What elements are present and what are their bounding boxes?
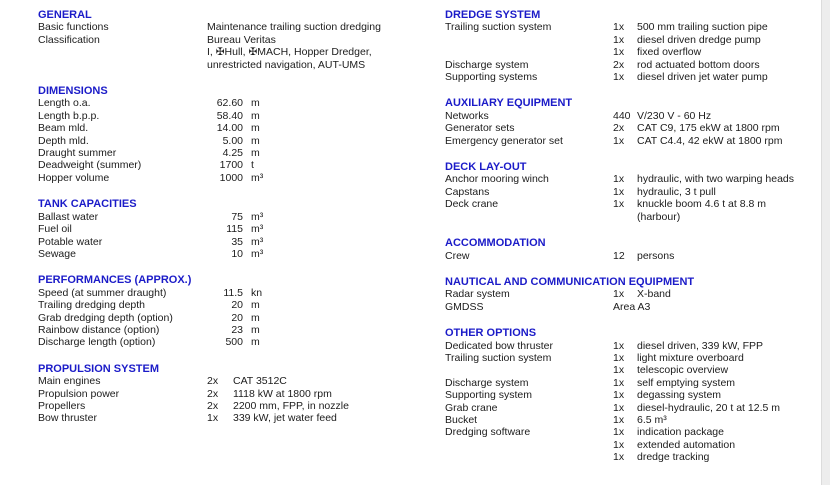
spec-unit: m³ [251, 210, 264, 223]
spec-value: I, ✠Hull, ✠MACH, Hopper Dredger, [207, 46, 372, 59]
section-title-dredge-system: DREDGE SYSTEM [445, 9, 541, 21]
spec-label: Deck crane [445, 198, 499, 211]
spec-label: Trailing dredging depth [38, 299, 146, 312]
spec-row [445, 250, 830, 262]
spec-column-right [445, 9, 830, 464]
spec-value: diesel driven dredge pump [637, 33, 761, 46]
spec-value: degassing system [637, 389, 722, 402]
spec-number: 58.40 [216, 109, 243, 122]
spec-quantity: 2x [613, 58, 625, 71]
spec-number: 500 [225, 336, 243, 349]
section-other-options [445, 327, 830, 463]
spec-row [38, 236, 445, 248]
spec-unit: t [251, 159, 254, 172]
section-title-other-options: OTHER OPTIONS [445, 327, 537, 340]
spec-value: telescopic overview [637, 364, 729, 377]
spec-value: indication package [637, 426, 724, 439]
spec-label: Capstans [445, 185, 490, 198]
spec-row [38, 287, 445, 299]
spec-label: Dedicated bow thruster [445, 339, 553, 352]
spec-number: 35 [231, 235, 243, 248]
spec-number: 11.5 [223, 286, 243, 299]
spec-unit: m³ [251, 247, 264, 260]
spec-label [445, 439, 613, 451]
spec-quantity: 2x [207, 399, 219, 412]
spec-label: Speed (at summer draught) [38, 286, 167, 299]
spec-number: 62.60 [216, 97, 243, 110]
spec-label: Rainbow distance (option) [38, 323, 160, 336]
spec-quantity: 1x [613, 376, 625, 389]
spec-number: 20 [231, 299, 243, 312]
spec-row [38, 59, 445, 71]
spec-unit: m³ [251, 235, 264, 248]
spec-unit: m [251, 323, 260, 336]
spec-number: 4.25 [222, 147, 243, 160]
spec-number: 23 [231, 323, 243, 336]
section-title-general: GENERAL [38, 9, 92, 21]
spec-quantity: 1x [613, 364, 625, 377]
spec-label [38, 46, 207, 58]
spec-value: CAT C9, 175 ekW at 1800 rpm [637, 122, 780, 135]
spec-label: Dredging software [445, 426, 531, 439]
spec-label: Basic functions [38, 21, 109, 34]
spec-quantity: 1x [613, 451, 625, 464]
spec-row [445, 198, 830, 210]
spec-row [445, 439, 830, 451]
spec-row [445, 110, 830, 122]
spec-label: GMDSS [445, 300, 484, 313]
spec-unit: m [251, 97, 260, 110]
spec-quantity: 2x [207, 375, 219, 388]
spec-quantity: 1x [613, 173, 625, 186]
spec-label: Deadweight (summer) [38, 159, 142, 172]
spec-value: diesel driven, 339 kW, FPP [637, 339, 764, 352]
spec-label: Trailing suction system [445, 21, 552, 34]
spec-label: Bucket [445, 413, 478, 426]
spec-label: Radar system [445, 288, 510, 301]
spec-label: Length b.p.p. [38, 109, 100, 122]
spec-label: Main engines [38, 375, 101, 388]
spec-value: extended automation [637, 438, 736, 451]
section-title-auxiliary-equipment: AUXILIARY EQUIPMENT [445, 97, 573, 110]
spec-number: 10 [231, 247, 243, 260]
spec-label [445, 34, 613, 46]
spec-row [38, 122, 445, 134]
spec-value: Area A3 [613, 300, 651, 313]
section-title-nautical-and-communication-equipment: NAUTICAL AND COMMUNICATION EQUIPMENT [445, 275, 695, 288]
spec-label: Hopper volume [38, 171, 110, 184]
spec-row [38, 412, 445, 424]
spec-quantity [613, 211, 637, 223]
section-propulsion-system [38, 363, 445, 425]
section-dimensions [38, 85, 445, 184]
spec-unit: m³ [251, 171, 264, 184]
spec-label: Generator sets [445, 122, 515, 135]
spec-label: Propulsion power [38, 387, 120, 400]
spec-value: X-band [637, 288, 671, 301]
spec-label: Grab crane [445, 401, 498, 414]
spec-quantity: 1x [613, 71, 625, 84]
section-title-tank-capacities: TANK CAPACITIES [38, 198, 137, 211]
spec-value: dredge tracking [637, 451, 710, 464]
section-nautical-and-communication-equipment [445, 276, 830, 313]
spec-label: Bow thruster [38, 412, 97, 425]
spec-label [445, 211, 613, 223]
spec-value: V/230 V - 60 Hz [637, 109, 712, 122]
spec-value: diesel driven jet water pump [637, 71, 768, 84]
spec-number: 14.00 [216, 122, 243, 135]
spec-label: Discharge system [445, 376, 529, 389]
section-deck-lay-out [445, 161, 830, 223]
spec-value: 500 mm trailing suction pipe [637, 21, 768, 34]
spec-row [38, 299, 445, 311]
spec-row [445, 34, 830, 46]
spec-label: Grab dredging depth (option) [38, 311, 173, 324]
section-title-performances-approx: PERFORMANCES (APPROX.) [38, 274, 192, 287]
spec-row [445, 173, 830, 185]
spec-label: Supporting systems [445, 71, 538, 84]
spec-quantity: 2x [613, 122, 625, 135]
spec-unit: m³ [251, 223, 264, 236]
spec-number: 5.00 [222, 134, 243, 147]
spec-label [445, 46, 613, 58]
spec-value: unrestricted navigation, AUT-UMS [207, 58, 366, 71]
spec-quantity: 1x [613, 438, 625, 451]
section-auxiliary-equipment [445, 97, 830, 147]
spec-quantity: 1x [613, 134, 625, 147]
spec-value: knuckle boom 4.6 t at 8.8 m [637, 198, 766, 211]
spec-unit: m [251, 336, 260, 349]
spec-quantity: 1x [613, 413, 625, 426]
spec-quantity: 1x [613, 185, 625, 198]
spec-label: Crew [445, 249, 470, 262]
spec-quantity: 440 [613, 109, 631, 122]
spec-row [38, 388, 445, 400]
spec-label: Networks [445, 109, 489, 122]
spec-label: Anchor mooring winch [445, 173, 549, 186]
spec-label: Draught summer [38, 147, 117, 160]
section-dredge-system [445, 9, 830, 83]
spec-row [38, 336, 445, 348]
spec-column-left [38, 9, 445, 464]
spec-value: diesel-hydraulic, 20 t at 12.5 m [637, 401, 780, 414]
section-general [38, 9, 445, 71]
spec-label: Length o.a. [38, 97, 91, 110]
spec-row [38, 400, 445, 412]
spec-unit: m [251, 122, 260, 135]
section-title-accommodation: ACCOMMODATION [445, 237, 546, 250]
spec-row [445, 46, 830, 58]
spec-value: hydraulic, with two warping heads [637, 173, 794, 186]
spec-label: Classification [38, 33, 100, 46]
spec-row [38, 135, 445, 147]
spec-row [445, 122, 830, 134]
spec-row [445, 389, 830, 401]
spec-row [38, 172, 445, 184]
spec-unit: m [251, 134, 260, 147]
spec-row [445, 135, 830, 147]
spec-label: Supporting system [445, 389, 532, 402]
spec-row [38, 97, 445, 109]
spec-row [38, 110, 445, 122]
spec-value: 6.5 m³ [637, 413, 667, 426]
spec-unit: kn [251, 286, 263, 299]
spec-quantity: 1x [613, 351, 625, 364]
spec-label: Potable water [38, 235, 103, 248]
spec-value: persons [637, 249, 675, 262]
spec-quantity: 1x [613, 33, 625, 46]
spec-value: light mixture overboard [637, 351, 744, 364]
spec-quantity: 1x [613, 426, 625, 439]
spec-label: Emergency generator set [445, 134, 563, 147]
spec-label: Beam mld. [38, 122, 89, 135]
spec-row [445, 59, 830, 71]
spec-row [445, 426, 830, 438]
spec-row [38, 248, 445, 260]
spec-value: 1118 kW at 1800 rpm [233, 387, 332, 400]
spec-value: CAT 3512C [233, 375, 287, 388]
spec-value: rod actuated bottom doors [637, 58, 760, 71]
spec-row [38, 211, 445, 223]
spec-value: Bureau Veritas [207, 33, 276, 46]
spec-number: 20 [231, 311, 243, 324]
spec-label [445, 451, 613, 463]
spec-row [445, 71, 830, 83]
section-tank-capacities [38, 198, 445, 260]
spec-label: Discharge system [445, 58, 529, 71]
spec-row [38, 159, 445, 171]
spec-label [445, 364, 613, 376]
spec-number: 115 [226, 223, 243, 236]
spec-row [445, 288, 830, 300]
spec-row [445, 211, 830, 223]
section-performances-approx [38, 274, 445, 348]
spec-row [445, 377, 830, 389]
spec-quantity: 1x [613, 401, 625, 414]
spec-quantity: 1x [613, 288, 625, 301]
spec-quantity: 1x [613, 389, 625, 402]
spec-unit: m [251, 147, 260, 160]
spec-label: Sewage [38, 247, 76, 260]
spec-value: CAT C4.4, 42 ekW at 1800 rpm [637, 134, 783, 147]
spec-number: 75 [231, 210, 243, 223]
spec-value: hydraulic, 3 t pull [637, 185, 716, 198]
spec-row [445, 340, 830, 352]
section-title-deck-lay-out: DECK LAY-OUT [445, 161, 527, 174]
spec-label: Trailing suction system [445, 351, 552, 364]
spec-quantity: 1x [613, 198, 625, 211]
spec-row [38, 147, 445, 159]
spec-label [38, 59, 207, 71]
spec-value: Maintenance trailing suction dredging [207, 21, 381, 34]
spec-unit: m [251, 311, 260, 324]
spec-row [445, 451, 830, 463]
spec-row [445, 21, 830, 33]
spec-label: Fuel oil [38, 223, 72, 236]
spec-label: Depth mld. [38, 134, 89, 147]
spec-label: Propellers [38, 399, 86, 412]
spec-quantity: 2x [207, 387, 219, 400]
spec-row [445, 402, 830, 414]
spec-quantity: 1x [613, 21, 625, 34]
spec-row [38, 375, 445, 387]
spec-unit: m [251, 299, 260, 312]
spec-row [445, 301, 830, 313]
spec-label: Ballast water [38, 210, 99, 223]
spec-row [38, 21, 445, 33]
spec-row [445, 414, 830, 426]
spec-row [445, 364, 830, 376]
spec-number: 1700 [219, 159, 243, 172]
section-accommodation [445, 237, 830, 262]
spec-row [38, 312, 445, 324]
spec-value: self emptying system [637, 376, 736, 389]
spec-quantity: 12 [613, 249, 625, 262]
section-title-propulsion-system: PROPULSION SYSTEM [38, 362, 160, 375]
spec-value: 339 kW, jet water feed [233, 412, 337, 425]
spec-label: Discharge length (option) [38, 336, 156, 349]
spec-value: (harbour) [637, 210, 681, 223]
spec-row [445, 186, 830, 198]
spec-row [38, 223, 445, 235]
spec-quantity: 1x [613, 339, 625, 352]
spec-quantity: 1x [613, 46, 625, 59]
spec-number: 1000 [219, 171, 243, 184]
spec-quantity: 1x [207, 412, 219, 425]
spec-row [38, 324, 445, 336]
spec-row [38, 34, 445, 46]
spec-row [38, 46, 445, 58]
spec-row [445, 352, 830, 364]
section-title-dimensions: DIMENSIONS [38, 85, 108, 98]
spec-unit: m [251, 109, 260, 122]
page-edge-strip [821, 0, 830, 485]
spec-value: fixed overflow [637, 46, 702, 59]
spec-value: 2200 mm, FPP, in nozzle [233, 399, 349, 412]
